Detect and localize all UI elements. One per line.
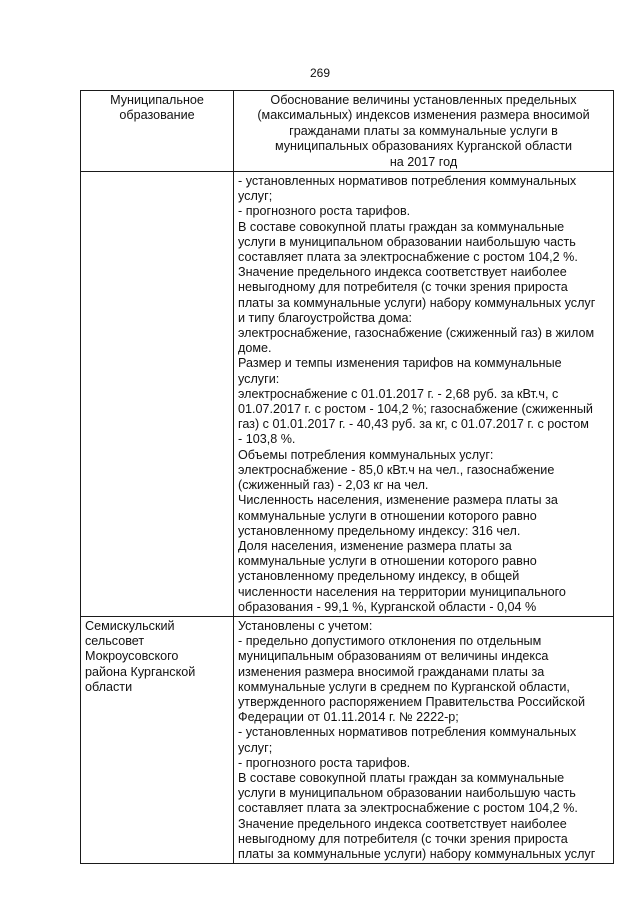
justification-line: утвержденного распоряжением Правительства Российской: [238, 694, 586, 709]
justification-line: установленному предельному индексу, в общей: [238, 569, 520, 584]
header-line: образование: [119, 108, 195, 123]
table-row: [81, 172, 614, 617]
justification-line: Федерации от 01.11.2014 г. № 2222-р;: [238, 710, 459, 725]
justification-line: электроснабжение с 01.01.2017 г. - 2,68 руб. за кВт.ч, с: [238, 386, 559, 401]
justification-cell: [234, 616, 614, 863]
justification-line: - прогнозного роста тарифов.: [238, 204, 411, 219]
justification-line: Доля населения, изменение размера платы за: [238, 538, 512, 553]
justification-line: электроснабжение, газоснабжение (сжиженный газ) в жилом: [238, 326, 595, 341]
justification-line: муниципальным образованиям от величины индекса: [238, 649, 549, 664]
justification-line: Численность населения, изменение размера платы за: [238, 493, 558, 508]
justification-line: Размер и темпы изменения тарифов на коммунальные: [238, 356, 562, 371]
justification-line: 01.07.2017 г. с ростом - 104,2 %; газоснабжение (сжиженный: [238, 402, 593, 417]
justification-line: невыгодному для потребителя (с точки зрения прироста: [238, 831, 568, 846]
justification-line: образования - 99,1 %, Курганской области - 0,04 %: [238, 599, 537, 614]
justification-line: составляет плата за электроснабжение с ростом 104,2 %.: [238, 801, 578, 816]
header-municipality: [81, 91, 234, 172]
municipality-name-line: области: [85, 679, 133, 694]
justification-line: - прогнозного роста тарифов.: [238, 755, 411, 770]
header-line: гражданами платы за коммунальные услуги в: [289, 123, 558, 138]
justification-line: - установленных нормативов потребления коммунальных: [238, 725, 577, 740]
justification-cell: [234, 172, 614, 617]
justification-line: Значение предельного индекса соответствует наиболее: [238, 816, 567, 831]
justification-line: составляет плата за электроснабжение с ростом 104,2 %.: [238, 250, 578, 265]
justification-line: установленному предельному индексу: 316 чел.: [238, 523, 521, 538]
municipality-name-line: Мокроусовского: [85, 649, 179, 664]
justification-line: услуги в муниципальном образовании наибольшую часть: [238, 786, 576, 801]
justification-line: - 103,8 %.: [238, 432, 296, 447]
justification-line: услуги:: [238, 371, 280, 386]
justification-line: коммунальные услуги в отношении которого равно: [238, 554, 537, 569]
header-line: Обоснование величины установленных предельных: [270, 93, 577, 107]
justification-line: Установлены с учетом:: [238, 618, 373, 633]
justification-line: Объемы потребления коммунальных услуг:: [238, 447, 494, 462]
municipal-index-table: [80, 90, 614, 864]
justification-line: Значение предельного индекса соответствует наиболее: [238, 265, 567, 280]
header-line: Муниципальное: [110, 93, 204, 107]
justification-line: услуг;: [238, 740, 273, 755]
justification-line: электроснабжение - 85,0 кВт.ч на чел., газоснабжение: [238, 462, 555, 477]
justification-line: платы за коммунальные услуги) набору коммунальных услуг: [238, 295, 596, 310]
header-line: муниципальных образованиях Курганской области: [274, 139, 573, 154]
justification-line: доме.: [238, 341, 272, 356]
justification-line: - установленных нормативов потребления коммунальных: [238, 174, 577, 189]
table-header-row: [81, 91, 614, 172]
justification-line: (сжиженный газ) - 2,03 кг на чел.: [238, 478, 429, 493]
justification-line: коммунальные услуги в отношении которого равно: [238, 508, 537, 523]
justification-line: и типу благоустройства дома:: [238, 310, 413, 325]
justification-line: изменения размера вносимой гражданами платы за: [238, 664, 545, 679]
header-justification: [234, 91, 614, 172]
justification-line: - предельно допустимого отклонения по отдельным: [238, 634, 542, 649]
justification-line: В составе совокупной платы граждан за коммунальные: [238, 219, 565, 234]
justification-line: газ) с 01.01.2017 г. - 40,43 руб. за кг, с 01.07.2017 г. с ростом: [238, 417, 589, 432]
justification-line: услуги в муниципальном образовании наибольшую часть: [238, 234, 576, 249]
municipality-name-line: района Курганской: [85, 664, 196, 679]
header-line: (максимальных) индексов изменения размера вносимой: [257, 108, 590, 123]
municipality-name-line: Семискульский: [85, 618, 175, 633]
justification-line: численности населения на территории муниципального: [238, 584, 566, 599]
justification-line: В составе совокупной платы граждан за коммунальные: [238, 770, 565, 785]
municipality-cell: [81, 172, 234, 617]
municipality-name-line: сельсовет: [85, 634, 145, 649]
justification-line: платы за коммунальные услуги) набору коммунальных услуг: [238, 846, 596, 861]
table-row: [81, 616, 614, 863]
page-number: 269: [309, 66, 331, 80]
justification-line: услуг;: [238, 189, 273, 204]
header-line: на 2017 год: [389, 154, 458, 169]
municipality-cell: [81, 616, 234, 863]
justification-line: коммунальные услуги в среднем по Курганской области,: [238, 679, 570, 694]
justification-line: невыгодному для потребителя (с точки зрения прироста: [238, 280, 568, 295]
